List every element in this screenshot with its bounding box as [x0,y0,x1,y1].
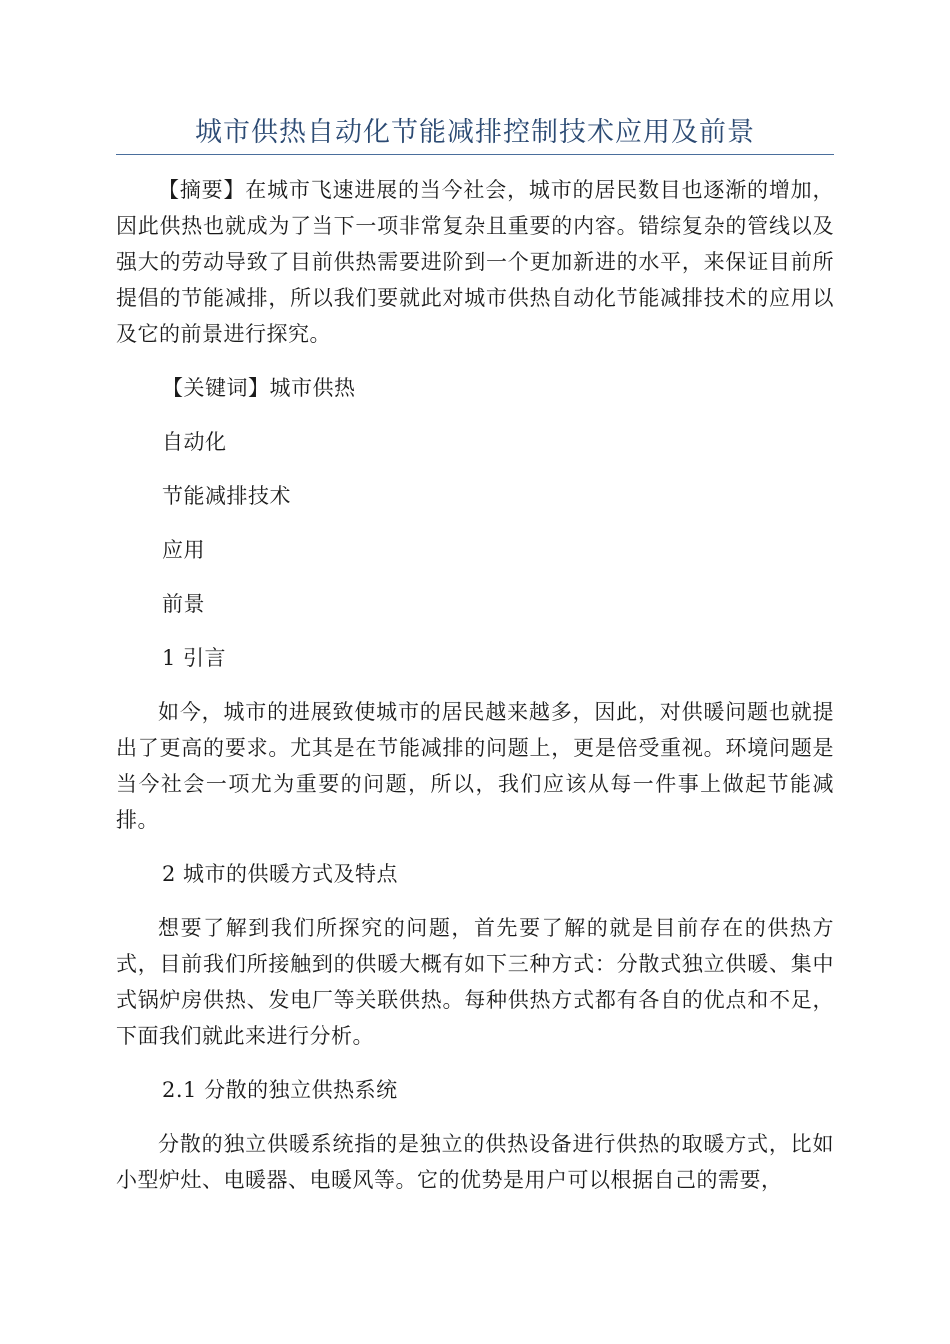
title-underline [116,154,834,155]
section-paragraph: 想要了解到我们所探究的问题，首先要了解的就是目前存在的供热方式，目前我们所接触到的供暖大概有如下三种方式：分散式独立供暖、集中式锅炉房供热、发电厂等关联供热。每种供热方式都有各自的优点和不足，下面我们就此来进行分析。 [116,916,834,1048]
section-heading: 2 城市的供暖方式及特点 [162,862,399,886]
section-heading: 1 引言 [162,646,227,670]
keywords-line: 【关键词】城市供热 [162,376,356,400]
keyword-item: 节能减排技术 [162,484,291,508]
abstract-paragraph: 【摘要】在城市飞速进展的当今社会，城市的居民数目也逐渐的增加，因此供热也就成为了当下一项非常复杂且重要的内容。错综复杂的管线以及强大的劳动导致了目前供热需要进阶到一个更加新进的水平，来保证目前所提倡的节能减排，所以我们要就此对城市供热自动化节能减排技术的应用以及它的前景进行探究。 [116,178,834,346]
section-paragraph: 如今，城市的进展致使城市的居民越来越多，因此，对供暖问题也就提出了更高的要求。尤其是在节能减排的问题上，更是倍受重视。环境问题是当今社会一项尤为重要的问题，所以，我们应该从每一件事上做起节能减排。 [116,700,834,832]
keyword-item: 自动化 [162,430,227,454]
keyword-item: 前景 [162,592,205,616]
keyword-item: 应用 [162,538,205,562]
subsection-heading: 2.1 分散的独立供热系统 [162,1078,398,1102]
document-title: 城市供热自动化节能减排控制技术应用及前景 [195,117,755,148]
section-paragraph: 分散的独立供暖系统指的是独立的供热设备进行供热的取暖方式，比如小型炉灶、电暖器、电暖风等。它的优势是用户可以根据自己的需要， [116,1132,834,1192]
document-body [116,172,834,1216]
